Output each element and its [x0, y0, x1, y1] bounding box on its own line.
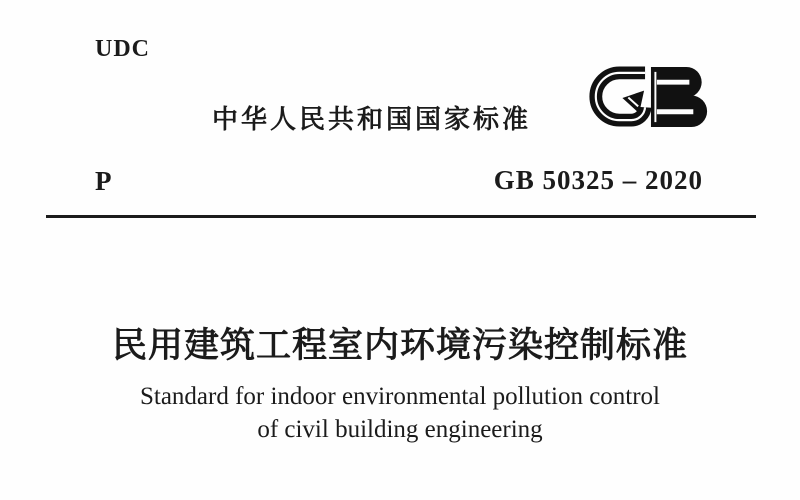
standard-number: GB 50325 – 2020 [493, 165, 703, 195]
gb-logo-icon [587, 64, 710, 129]
document-title-en-line2: of civil building engineering [257, 416, 543, 443]
udc-label: UDC [95, 36, 150, 62]
document-title-en-line1: Standard for indoor environmental pollution control [139, 383, 661, 410]
national-standard-heading-cn: 中华人民共和国国家标准 [212, 104, 532, 134]
document-title-cn: 民用建筑工程室内环境污染控制标准 [111, 326, 688, 365]
classification-code: P [95, 166, 112, 196]
divider-line [46, 215, 756, 218]
